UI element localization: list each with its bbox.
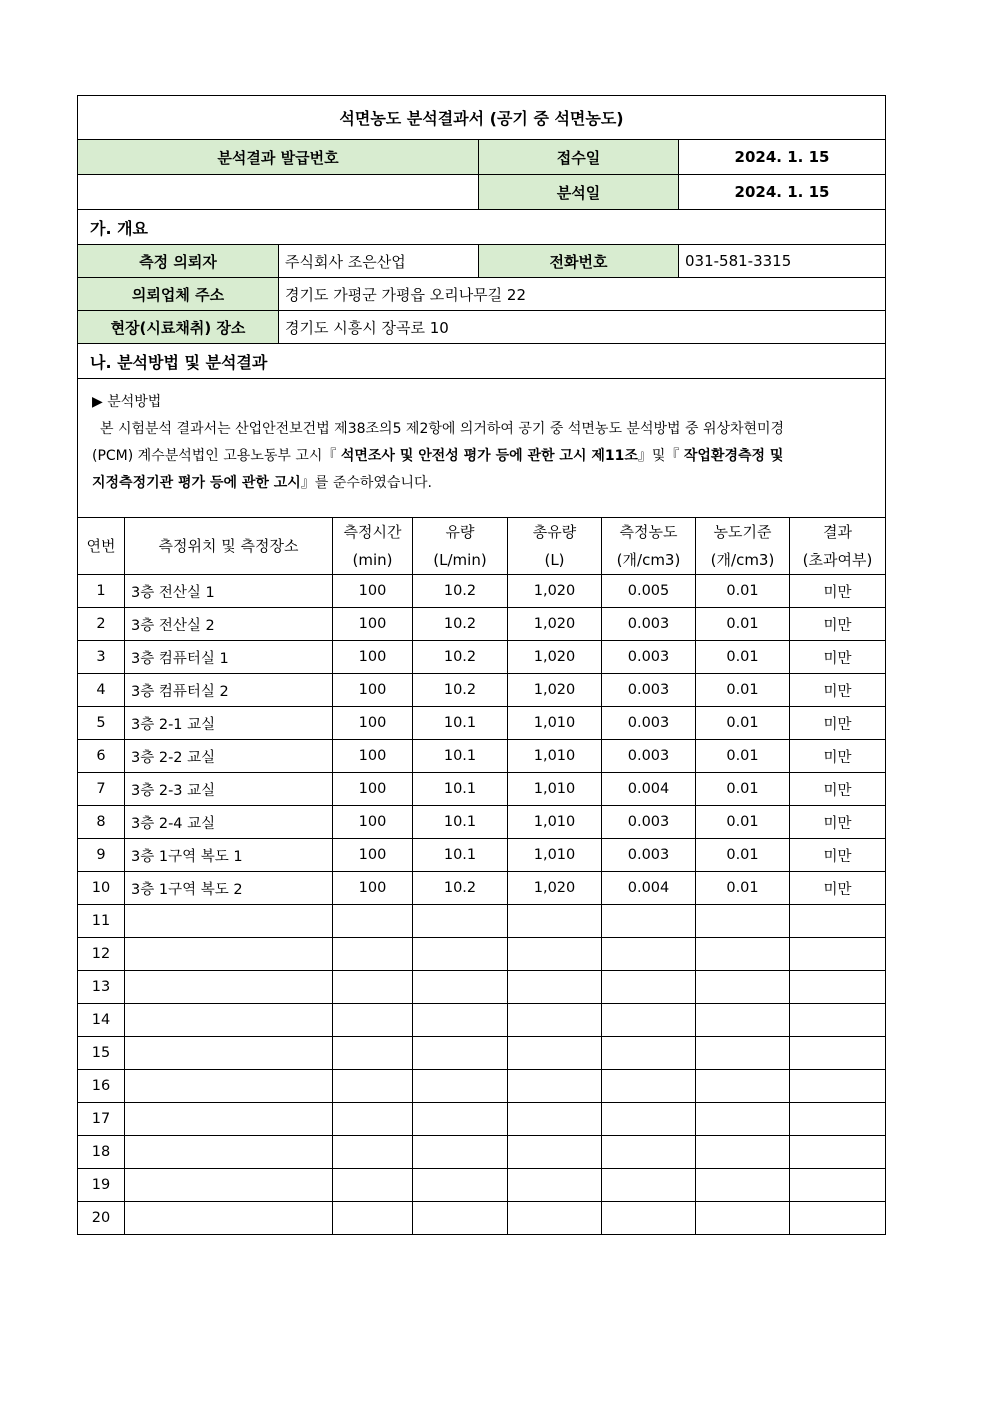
address-value: 경기도 가평군 가평읍 오리나무길 22: [279, 278, 886, 311]
cell-time: [333, 1169, 413, 1202]
table-row: [78, 806, 886, 839]
cell-total: 1,020: [508, 872, 602, 905]
cell-no: 7: [78, 773, 125, 806]
cell-result: 미만: [790, 806, 886, 839]
cell-std: [696, 905, 790, 938]
cell-no: 10: [78, 872, 125, 905]
method-line-3b: 』를 준수하였습니다.: [300, 475, 432, 491]
cell-std: [696, 971, 790, 1004]
cell-time: [333, 1202, 413, 1235]
col-flow: 유량 (L/min): [413, 518, 508, 575]
phone-value: 031-581-3315: [679, 245, 886, 278]
issue-number-value: [78, 175, 479, 210]
cell-location: 3층 전산실 1: [125, 575, 333, 608]
col-total: 총유량 (L): [508, 518, 602, 575]
cell-std: 0.01: [696, 674, 790, 707]
cell-total: [508, 1004, 602, 1037]
cell-no: 2: [78, 608, 125, 641]
cell-time: 100: [333, 806, 413, 839]
cell-result: 미만: [790, 872, 886, 905]
method-heading: 나. 분석방법 및 분석결과: [78, 344, 886, 379]
cell-time: 100: [333, 839, 413, 872]
table-row: [78, 1103, 886, 1136]
method-line-1: 본 시험분석 결과서는 산업안전보건법 제38조의5 제2항에 의거하여 공기 중 석면농도 분석방법 중 위상차현미경: [100, 421, 785, 437]
cell-flow: [413, 1202, 508, 1235]
cell-time: [333, 905, 413, 938]
table-row: [78, 1136, 886, 1169]
cell-time: [333, 1004, 413, 1037]
cell-std: [696, 1202, 790, 1235]
col-time: 측정시간 (min): [333, 518, 413, 575]
cell-std: [696, 938, 790, 971]
cell-result: [790, 971, 886, 1004]
cell-no: 14: [78, 1004, 125, 1037]
issue-number-label: 분석결과 발급번호: [78, 140, 479, 175]
cell-no: 5: [78, 707, 125, 740]
cell-no: 13: [78, 971, 125, 1004]
cell-std: 0.01: [696, 773, 790, 806]
receipt-date-value: 2024. 1. 15: [679, 140, 886, 175]
cell-no: 8: [78, 806, 125, 839]
cell-time: [333, 1037, 413, 1070]
cell-time: 100: [333, 608, 413, 641]
cell-no: 6: [78, 740, 125, 773]
cell-conc: 0.004: [602, 872, 696, 905]
cell-time: 100: [333, 773, 413, 806]
cell-time: [333, 938, 413, 971]
cell-location: 3층 전산실 2: [125, 608, 333, 641]
method-sub-heading: ▶ 분석방법: [92, 394, 162, 410]
cell-no: 19: [78, 1169, 125, 1202]
cell-flow: [413, 1169, 508, 1202]
analysis-date-value: 2024. 1. 15: [679, 175, 886, 210]
cell-no: 15: [78, 1037, 125, 1070]
cell-location: [125, 1202, 333, 1235]
cell-conc: 0.005: [602, 575, 696, 608]
cell-location: 3층 컴퓨터실 2: [125, 674, 333, 707]
cell-flow: 10.1: [413, 839, 508, 872]
cell-total: [508, 1136, 602, 1169]
cell-total: [508, 971, 602, 1004]
cell-no: 4: [78, 674, 125, 707]
phone-label: 전화번호: [479, 245, 679, 278]
cell-flow: [413, 1103, 508, 1136]
cell-time: [333, 1070, 413, 1103]
cell-no: 1: [78, 575, 125, 608]
results-body: [78, 575, 886, 1235]
table-row: [78, 1169, 886, 1202]
cell-location: 3층 2-4 교실: [125, 806, 333, 839]
cell-total: [508, 1070, 602, 1103]
cell-total: [508, 938, 602, 971]
table-row: [78, 674, 886, 707]
cell-flow: 10.1: [413, 707, 508, 740]
site-label: 현장(시료채취) 장소: [78, 311, 279, 344]
col-no: 연번: [78, 518, 125, 575]
cell-conc: 0.003: [602, 740, 696, 773]
cell-std: [696, 1070, 790, 1103]
cell-location: [125, 1037, 333, 1070]
report-header-table: [77, 95, 886, 518]
cell-flow: 10.2: [413, 608, 508, 641]
cell-time: [333, 1103, 413, 1136]
cell-flow: [413, 1070, 508, 1103]
cell-total: 1,010: [508, 839, 602, 872]
cell-total: 1,020: [508, 641, 602, 674]
cell-result: [790, 1169, 886, 1202]
cell-total: 1,010: [508, 740, 602, 773]
method-line-2c: 』및『: [637, 448, 684, 464]
cell-total: 1,010: [508, 707, 602, 740]
cell-location: [125, 1070, 333, 1103]
cell-conc: 0.003: [602, 641, 696, 674]
cell-conc: [602, 1169, 696, 1202]
cell-result: [790, 1202, 886, 1235]
cell-no: 16: [78, 1070, 125, 1103]
cell-flow: 10.2: [413, 641, 508, 674]
cell-result: 미만: [790, 773, 886, 806]
cell-std: [696, 1169, 790, 1202]
cell-conc: [602, 971, 696, 1004]
cell-std: 0.01: [696, 740, 790, 773]
report-sheet: [77, 95, 885, 1235]
overview-heading: 가. 개요: [78, 210, 886, 245]
cell-result: [790, 905, 886, 938]
cell-flow: [413, 1037, 508, 1070]
requester-label: 측정 의뢰자: [78, 245, 279, 278]
cell-std: 0.01: [696, 872, 790, 905]
cell-result: 미만: [790, 608, 886, 641]
cell-time: 100: [333, 575, 413, 608]
cell-no: 20: [78, 1202, 125, 1235]
analysis-date-label: 분석일: [479, 175, 679, 210]
cell-location: [125, 1136, 333, 1169]
cell-time: 100: [333, 641, 413, 674]
cell-flow: 10.1: [413, 773, 508, 806]
cell-total: [508, 1202, 602, 1235]
method-line-2: [92, 443, 871, 470]
report-title: 석면농도 분석결과서 (공기 중 석면농도): [78, 96, 886, 140]
cell-std: [696, 1103, 790, 1136]
cell-std: [696, 1037, 790, 1070]
cell-conc: 0.003: [602, 806, 696, 839]
cell-total: [508, 1103, 602, 1136]
col-std: 농도기준 (개/cm3): [696, 518, 790, 575]
cell-total: 1,020: [508, 608, 602, 641]
cell-location: 3층 2-1 교실: [125, 707, 333, 740]
table-row: [78, 740, 886, 773]
cell-time: 100: [333, 740, 413, 773]
cell-total: 1,010: [508, 773, 602, 806]
cell-result: [790, 1037, 886, 1070]
cell-total: 1,020: [508, 674, 602, 707]
cell-location: 3층 2-2 교실: [125, 740, 333, 773]
cell-location: [125, 905, 333, 938]
method-line-2a: (PCM) 계수분석법인 고용노동부 고시『: [92, 448, 341, 464]
table-row: [78, 938, 886, 971]
table-row: [78, 641, 886, 674]
cell-result: 미만: [790, 839, 886, 872]
cell-total: [508, 1169, 602, 1202]
method-line-3: [92, 470, 871, 497]
cell-flow: 10.2: [413, 674, 508, 707]
method-description: [78, 379, 886, 518]
cell-time: 100: [333, 872, 413, 905]
cell-flow: 10.2: [413, 575, 508, 608]
cell-result: [790, 1103, 886, 1136]
cell-location: [125, 1169, 333, 1202]
cell-total: [508, 1037, 602, 1070]
cell-result: 미만: [790, 674, 886, 707]
cell-conc: 0.003: [602, 608, 696, 641]
cell-result: [790, 1136, 886, 1169]
results-header-row: [78, 518, 886, 575]
cell-conc: 0.003: [602, 674, 696, 707]
cell-flow: [413, 905, 508, 938]
col-conc: 측정농도 (개/cm3): [602, 518, 696, 575]
table-row: [78, 1037, 886, 1070]
cell-location: 3층 1구역 복도 1: [125, 839, 333, 872]
table-row: [78, 1070, 886, 1103]
table-row: [78, 1202, 886, 1235]
cell-location: 3층 컴퓨터실 1: [125, 641, 333, 674]
cell-no: 17: [78, 1103, 125, 1136]
table-row: [78, 1004, 886, 1037]
cell-total: 1,020: [508, 575, 602, 608]
cell-std: 0.01: [696, 641, 790, 674]
cell-conc: 0.003: [602, 839, 696, 872]
receipt-date-label: 접수일: [479, 140, 679, 175]
cell-flow: [413, 938, 508, 971]
cell-no: 3: [78, 641, 125, 674]
cell-location: 3층 2-3 교실: [125, 773, 333, 806]
col-result: 결과 (초과여부): [790, 518, 886, 575]
cell-conc: [602, 1037, 696, 1070]
cell-std: 0.01: [696, 806, 790, 839]
cell-conc: 0.004: [602, 773, 696, 806]
cell-time: [333, 971, 413, 1004]
cell-no: 9: [78, 839, 125, 872]
cell-flow: 10.1: [413, 740, 508, 773]
cell-result: 미만: [790, 740, 886, 773]
table-row: [78, 575, 886, 608]
cell-flow: 10.2: [413, 872, 508, 905]
cell-result: [790, 1004, 886, 1037]
table-row: [78, 608, 886, 641]
cell-flow: [413, 971, 508, 1004]
cell-total: 1,010: [508, 806, 602, 839]
cell-conc: [602, 938, 696, 971]
method-line-2b: 석면조사 및 안전성 평가 등에 관한 고시 제11조: [340, 448, 638, 464]
cell-conc: 0.003: [602, 707, 696, 740]
cell-total: [508, 905, 602, 938]
cell-result: 미만: [790, 575, 886, 608]
cell-location: 3층 1구역 복도 2: [125, 872, 333, 905]
cell-flow: 10.1: [413, 806, 508, 839]
cell-conc: [602, 1004, 696, 1037]
cell-location: [125, 938, 333, 971]
cell-std: 0.01: [696, 707, 790, 740]
cell-flow: [413, 1004, 508, 1037]
cell-std: 0.01: [696, 575, 790, 608]
cell-result: 미만: [790, 707, 886, 740]
site-value: 경기도 시흥시 장곡로 10: [279, 311, 886, 344]
cell-location: [125, 1004, 333, 1037]
cell-std: 0.01: [696, 608, 790, 641]
cell-conc: [602, 1202, 696, 1235]
requester-value: 주식회사 조은산업: [279, 245, 479, 278]
cell-result: [790, 1070, 886, 1103]
table-row: [78, 872, 886, 905]
cell-std: 0.01: [696, 839, 790, 872]
cell-conc: [602, 1136, 696, 1169]
table-row: [78, 971, 886, 1004]
cell-location: [125, 971, 333, 1004]
table-row: [78, 839, 886, 872]
cell-result: 미만: [790, 641, 886, 674]
cell-time: 100: [333, 707, 413, 740]
table-row: [78, 905, 886, 938]
cell-flow: [413, 1136, 508, 1169]
table-row: [78, 773, 886, 806]
cell-conc: [602, 1070, 696, 1103]
results-table: [77, 517, 886, 1235]
cell-conc: [602, 905, 696, 938]
address-label: 의뢰업체 주소: [78, 278, 279, 311]
cell-no: 12: [78, 938, 125, 971]
cell-no: 18: [78, 1136, 125, 1169]
cell-std: [696, 1136, 790, 1169]
table-row: [78, 707, 886, 740]
cell-time: 100: [333, 674, 413, 707]
cell-conc: [602, 1103, 696, 1136]
cell-time: [333, 1136, 413, 1169]
cell-location: [125, 1103, 333, 1136]
method-line-2d: 작업환경측정 및: [683, 448, 784, 464]
cell-result: [790, 938, 886, 971]
method-line-3a: 지정측정기관 평가 등에 관한 고시: [92, 475, 301, 491]
cell-no: 11: [78, 905, 125, 938]
col-location: 측정위치 및 측정장소: [125, 518, 333, 575]
cell-std: [696, 1004, 790, 1037]
